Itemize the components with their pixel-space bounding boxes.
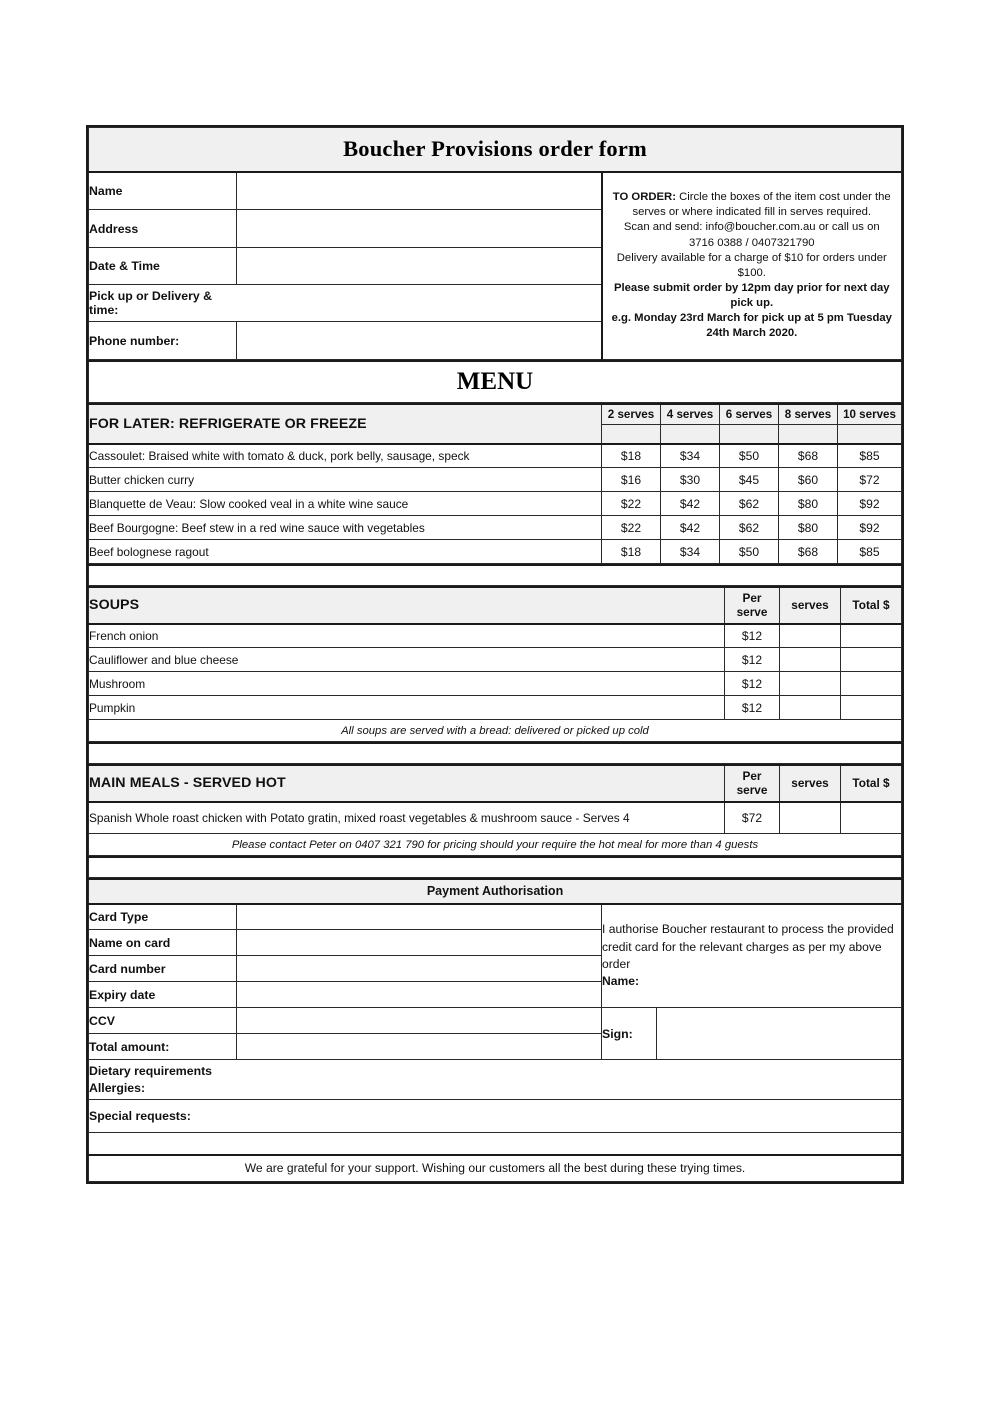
input-phone-number[interactable] [237,322,602,360]
spacer-row [89,743,902,763]
authorisation-statement: I authorise Boucher restaurant to process the provided credit card for the relevant charges as per my above order [602,922,894,971]
label-ccv: CCV [89,1008,237,1034]
soups-title: SOUPS [89,587,725,624]
table-row [89,540,902,564]
price-cell[interactable]: $92 [838,492,902,516]
payment-row-card-type [89,904,902,930]
main-meals-col-per-serve [725,765,780,802]
price-cell[interactable]: $68 [779,540,838,564]
blank-cell [89,1133,902,1155]
main-meals-title: MAIN MEALS - SERVED HOT [89,765,725,802]
price-cell[interactable]: $34 [661,540,720,564]
per-serve-bottom: serve [736,605,768,619]
signature-field[interactable] [657,1008,902,1060]
per-serve-top: Per [742,590,762,605]
label-card-type: Card Type [89,904,237,930]
per-serve-cell[interactable]: $12 [725,696,780,720]
menu-heading-section [88,360,902,403]
price-cell[interactable]: $62 [720,492,779,516]
price-cell[interactable]: $85 [838,444,902,468]
per-serve-cell[interactable]: $12 [725,624,780,648]
main-meals-col-total: Total $ [841,765,902,802]
input-name-on-card[interactable] [237,930,602,956]
spacer-after-for-later [88,564,902,586]
total-input[interactable] [841,672,902,696]
subheader-cell-3 [720,425,779,444]
instruction-bold-1: Please submit order by 12pm day prior for next day pick up. [613,281,890,309]
page-title: Boucher Provisions order form [89,128,902,172]
soups-section [88,586,902,743]
serves-input[interactable] [780,624,841,648]
price-cell[interactable]: $68 [779,444,838,468]
input-total-amount[interactable] [237,1034,602,1060]
menu-heading-row [89,361,902,402]
instruction-line-4: Delivery available for a charge of $10 for orders under $100. [616,251,887,279]
main-meals-header-row [89,765,902,802]
item-name: Blanquette de Veau: Slow cooked veal in a white wine sauce [89,492,602,516]
price-cell[interactable]: $80 [779,492,838,516]
soups-note-row [89,720,902,742]
price-cell[interactable]: $45 [720,468,779,492]
to-order-label: TO ORDER: [612,191,676,204]
soups-col-total: Total $ [841,587,902,624]
item-name: Spanish Whole roast chicken with Potato gratin, mixed roast vegetables & mushroom sauce - Serves 4 [89,802,725,834]
label-expiry-date: Expiry date [89,982,237,1008]
soups-note: All soups are served with a bread: delivered or picked up cold [89,720,902,742]
spacer-row [89,565,902,585]
table-row [89,802,902,834]
label-sign: Sign: [602,1008,657,1060]
instruction-line-2: Scan and send: info@boucher.com.au or call us on [623,221,880,234]
field-row-name [89,172,902,210]
input-address[interactable] [237,210,602,248]
item-name: Mushroom [89,672,725,696]
instruction-bold-2: e.g. Monday 23rd March for pick up at 5 pm Tuesday 24th March 2020. [611,312,892,340]
item-name: Butter chicken curry [89,468,602,492]
soups-col-serves: serves [780,587,841,624]
dietary-line-1: Dietary requirements [89,1063,213,1078]
input-ccv[interactable] [237,1008,602,1034]
price-cell[interactable]: $72 [838,468,902,492]
order-form [86,125,904,1184]
label-total-amount: Total amount: [89,1034,237,1060]
price-cell[interactable]: $34 [661,444,720,468]
authorisation-statement-box [602,904,902,1008]
input-date-time[interactable] [237,248,602,285]
for-later-title: FOR LATER: REFRIGERATE OR FREEZE [89,404,602,444]
label-card-number: Card number [89,956,237,982]
price-cell[interactable]: $18 [602,540,661,564]
per-serve-cell[interactable]: $72 [725,802,780,834]
per-serve-bottom: serve [736,783,768,797]
spacer-after-soups [88,742,902,764]
item-name: Beef bolognese ragout [89,540,602,564]
price-cell[interactable]: $62 [720,516,779,540]
price-cell[interactable]: $18 [602,444,661,468]
soups-header-row [89,587,902,624]
table-row [89,624,902,648]
price-cell[interactable]: $80 [779,516,838,540]
footer-row [89,1155,902,1182]
dietary-row [89,1060,902,1100]
main-meals-section [88,764,902,857]
item-name: Beef Bourgogne: Beef stew in a red wine sauce with vegetables [89,516,602,540]
input-pickup-delivery[interactable] [237,285,602,322]
serves-input[interactable] [780,672,841,696]
item-name: Cauliflower and blue cheese [89,648,725,672]
table-row [89,444,902,468]
price-cell[interactable]: $42 [661,492,720,516]
per-serve-top: Per [742,768,762,783]
table-row [89,648,902,672]
input-expiry-date[interactable] [237,982,602,1008]
item-name: Cassoulet: Braised white with tomato & duck, pork belly, sausage, speck [89,444,602,468]
total-input[interactable] [841,624,902,648]
special-requests-row [89,1100,902,1133]
total-input[interactable] [841,648,902,672]
subheader-cell-1 [602,425,661,444]
blank-row [89,1133,902,1155]
price-cell[interactable]: $50 [720,444,779,468]
payment-section [88,878,902,1183]
main-meals-note: Please contact Peter on 0407 321 790 for pricing should your require the hot meal for more than 4 guests [89,834,902,856]
payment-heading: Payment Authorisation [89,879,902,904]
serves-input[interactable] [780,802,841,834]
label-name-on-card: Name on card [89,930,237,956]
price-cell[interactable]: $42 [661,516,720,540]
per-serve-cell[interactable]: $12 [725,648,780,672]
header-section [88,127,902,360]
table-row [89,492,902,516]
price-cell[interactable]: $30 [661,468,720,492]
price-cell[interactable]: $22 [602,516,661,540]
price-cell[interactable]: $16 [602,468,661,492]
input-card-type[interactable] [237,904,602,930]
label-pickup-delivery: Pick up or Delivery & time: [89,285,237,322]
table-row [89,468,902,492]
serves-input[interactable] [780,648,841,672]
subheader-cell-5 [838,425,902,444]
total-input[interactable] [841,802,902,834]
label-name: Name [89,172,237,210]
price-cell[interactable]: $60 [779,468,838,492]
price-cell[interactable]: $22 [602,492,661,516]
col-10-serves: 10 serves [838,404,902,425]
instruction-text-1: Circle the boxes of the item cost under the serves or where indicated fill in serves required. [632,191,891,219]
instruction-line-3: 3716 0388 / 0407321790 [688,236,815,249]
input-name[interactable] [237,172,602,210]
per-serve-cell[interactable]: $12 [725,672,780,696]
table-row [89,516,902,540]
col-2-serves: 2 serves [602,404,661,425]
price-cell[interactable]: $50 [720,540,779,564]
soups-col-per-serve [725,587,780,624]
item-name: Pumpkin [89,696,725,720]
serves-input[interactable] [780,696,841,720]
menu-heading: MENU [89,361,902,402]
payment-row-ccv [89,1008,902,1034]
table-row [89,672,902,696]
label-phone-number: Phone number: [89,322,237,360]
col-6-serves: 6 serves [720,404,779,425]
label-date-time: Date & Time [89,248,237,285]
spacer-cell [89,857,902,877]
main-meals-note-row [89,834,902,856]
spacer-cell [89,565,902,585]
instruction-line-1 [603,190,902,220]
total-input[interactable] [841,696,902,720]
subheader-cell-4 [779,425,838,444]
special-requests-field[interactable]: Special requests: [89,1100,902,1133]
table-row [89,696,902,720]
price-cell[interactable]: $85 [838,540,902,564]
for-later-section [88,403,902,565]
dietary-line-2: Allergies: [89,1080,146,1095]
dietary-requirements-field[interactable] [89,1060,902,1100]
input-card-number[interactable] [237,956,602,982]
spacer-after-main-meals [88,856,902,878]
subheader-cell-2 [661,425,720,444]
main-meals-col-serves: serves [780,765,841,802]
price-cell[interactable]: $92 [838,516,902,540]
spacer-row [89,857,902,877]
item-name: French onion [89,624,725,648]
col-4-serves: 4 serves [661,404,720,425]
col-8-serves: 8 serves [779,404,838,425]
order-instructions-box [602,172,902,360]
title-row [89,128,902,172]
authorisation-name-label: Name: [602,973,639,988]
footer-message: We are grateful for your support. Wishing our customers all the best during these trying times. [89,1155,902,1182]
payment-heading-row [89,879,902,904]
spacer-cell [89,743,902,763]
for-later-header-row [89,404,902,425]
label-address: Address [89,210,237,248]
